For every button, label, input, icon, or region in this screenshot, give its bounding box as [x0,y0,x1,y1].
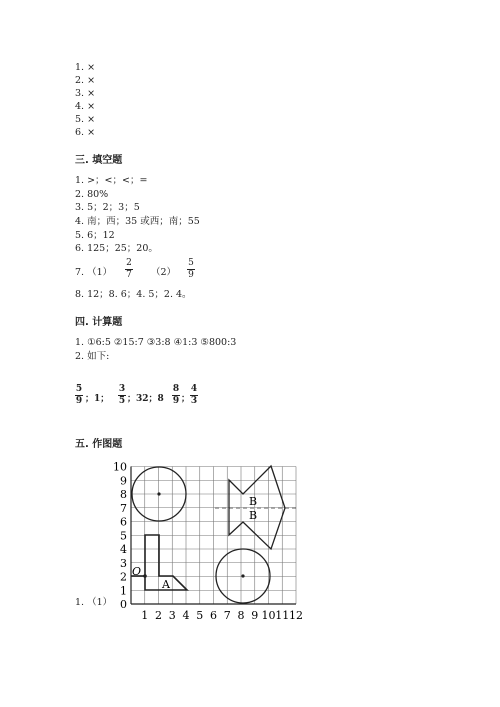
x-tick-label: 5 [196,609,204,622]
x-tick-label: 7 [223,609,231,622]
x-tick-label: 10 [261,609,276,622]
fill-answer-2: 2. 80% [75,189,109,200]
draw-answer-caption: 1. （1） [75,597,113,608]
fill-answer-7-prefix: 7. （1） [75,267,113,278]
calc-answer-2: 2. 如下: [75,351,110,362]
fraction-numerator: 2 [126,258,132,268]
x-tick-label: 11 [275,609,290,622]
fraction-denominator: 9 [75,396,83,406]
y-tick-label: 10 [113,460,127,474]
y-tick-label: 7 [120,501,127,515]
fill-answer-7-mid: （2） [151,267,177,278]
label-b-lower: B [248,509,258,522]
fill-answer-8: 8. 12；8. 6；4. 5；2. 4。 [75,289,192,300]
calc-result-separator-1: ；1； [85,394,110,404]
judge-answer-3: 3. × [75,88,96,99]
fraction-denominator: 9 [188,270,194,280]
y-tick-label: 2 [120,570,127,584]
fill-section-heading: 三. 填空题 [75,155,123,166]
judge-answer-2: 2. × [75,75,96,86]
judge-answer-5: 5. × [75,114,96,125]
fraction-numerator: 5 [75,384,83,394]
x-tick-label: 12 [289,609,303,622]
label-b-upper: B [248,495,258,508]
fill-answer-6: 6. 125；25；20。 [75,243,158,254]
label-o: O [131,565,141,578]
x-tick-label: 4 [182,609,190,622]
x-axis-tick-labels [141,609,303,622]
y-tick-label: 4 [120,543,127,556]
fill-answer-3: 3. 5；2；3；5 [75,202,140,213]
y-tick-label: 3 [120,556,127,570]
x-tick-label: 1 [141,609,149,622]
fraction-denominator: 9 [172,396,180,406]
x-tick-label: 6 [210,609,217,622]
label-a: A [162,578,170,591]
y-tick-label: 5 [120,529,127,543]
judge-answer-1: 1. × [75,62,96,73]
fill-answer-1: 1. >；<；<；= [75,175,148,186]
circle-center-dot [157,492,160,495]
fraction-numerator: 8 [172,384,180,394]
calc-result-separator-3: ； [181,394,191,404]
y-tick-label: 1 [120,584,127,598]
fill-answer-5: 5. 6；12 [75,230,115,241]
x-tick-label: 9 [251,609,259,622]
x-tick-label: 3 [168,609,176,622]
y-tick-label: 9 [120,474,127,488]
y-tick-label: 6 [120,515,127,529]
x-tick-label: 8 [237,609,245,622]
judge-answer-6: 6. × [75,127,96,138]
fraction-numerator: 4 [190,384,198,394]
fraction-denominator: 3 [190,396,198,406]
draw-section-heading: 五. 作图题 [75,439,123,450]
y-tick-label: 8 [120,488,127,501]
judge-answer-4: 4. × [75,101,96,112]
fraction-denominator: 5 [118,396,126,406]
y-axis-tick-labels [113,461,127,612]
calc-result-separator-2: ；32；8 [127,394,164,404]
fraction-numerator: 3 [118,384,126,394]
calc-section-heading: 四. 计算题 [75,317,123,328]
calc-answer-1: 1. ①6:5 ②15:7 ③3:8 ④1:3 ⑤800:3 [75,337,237,348]
y-tick-label: 0 [120,598,127,611]
fraction-numerator: 5 [188,258,194,268]
fraction-denominator: 7 [126,270,132,280]
point-o-dot [143,574,147,578]
fill-answer-4: 4. 南；西；35 或西；南；55 [75,216,200,227]
x-tick-label: 2 [155,609,162,622]
circle-center-dot [241,574,244,577]
